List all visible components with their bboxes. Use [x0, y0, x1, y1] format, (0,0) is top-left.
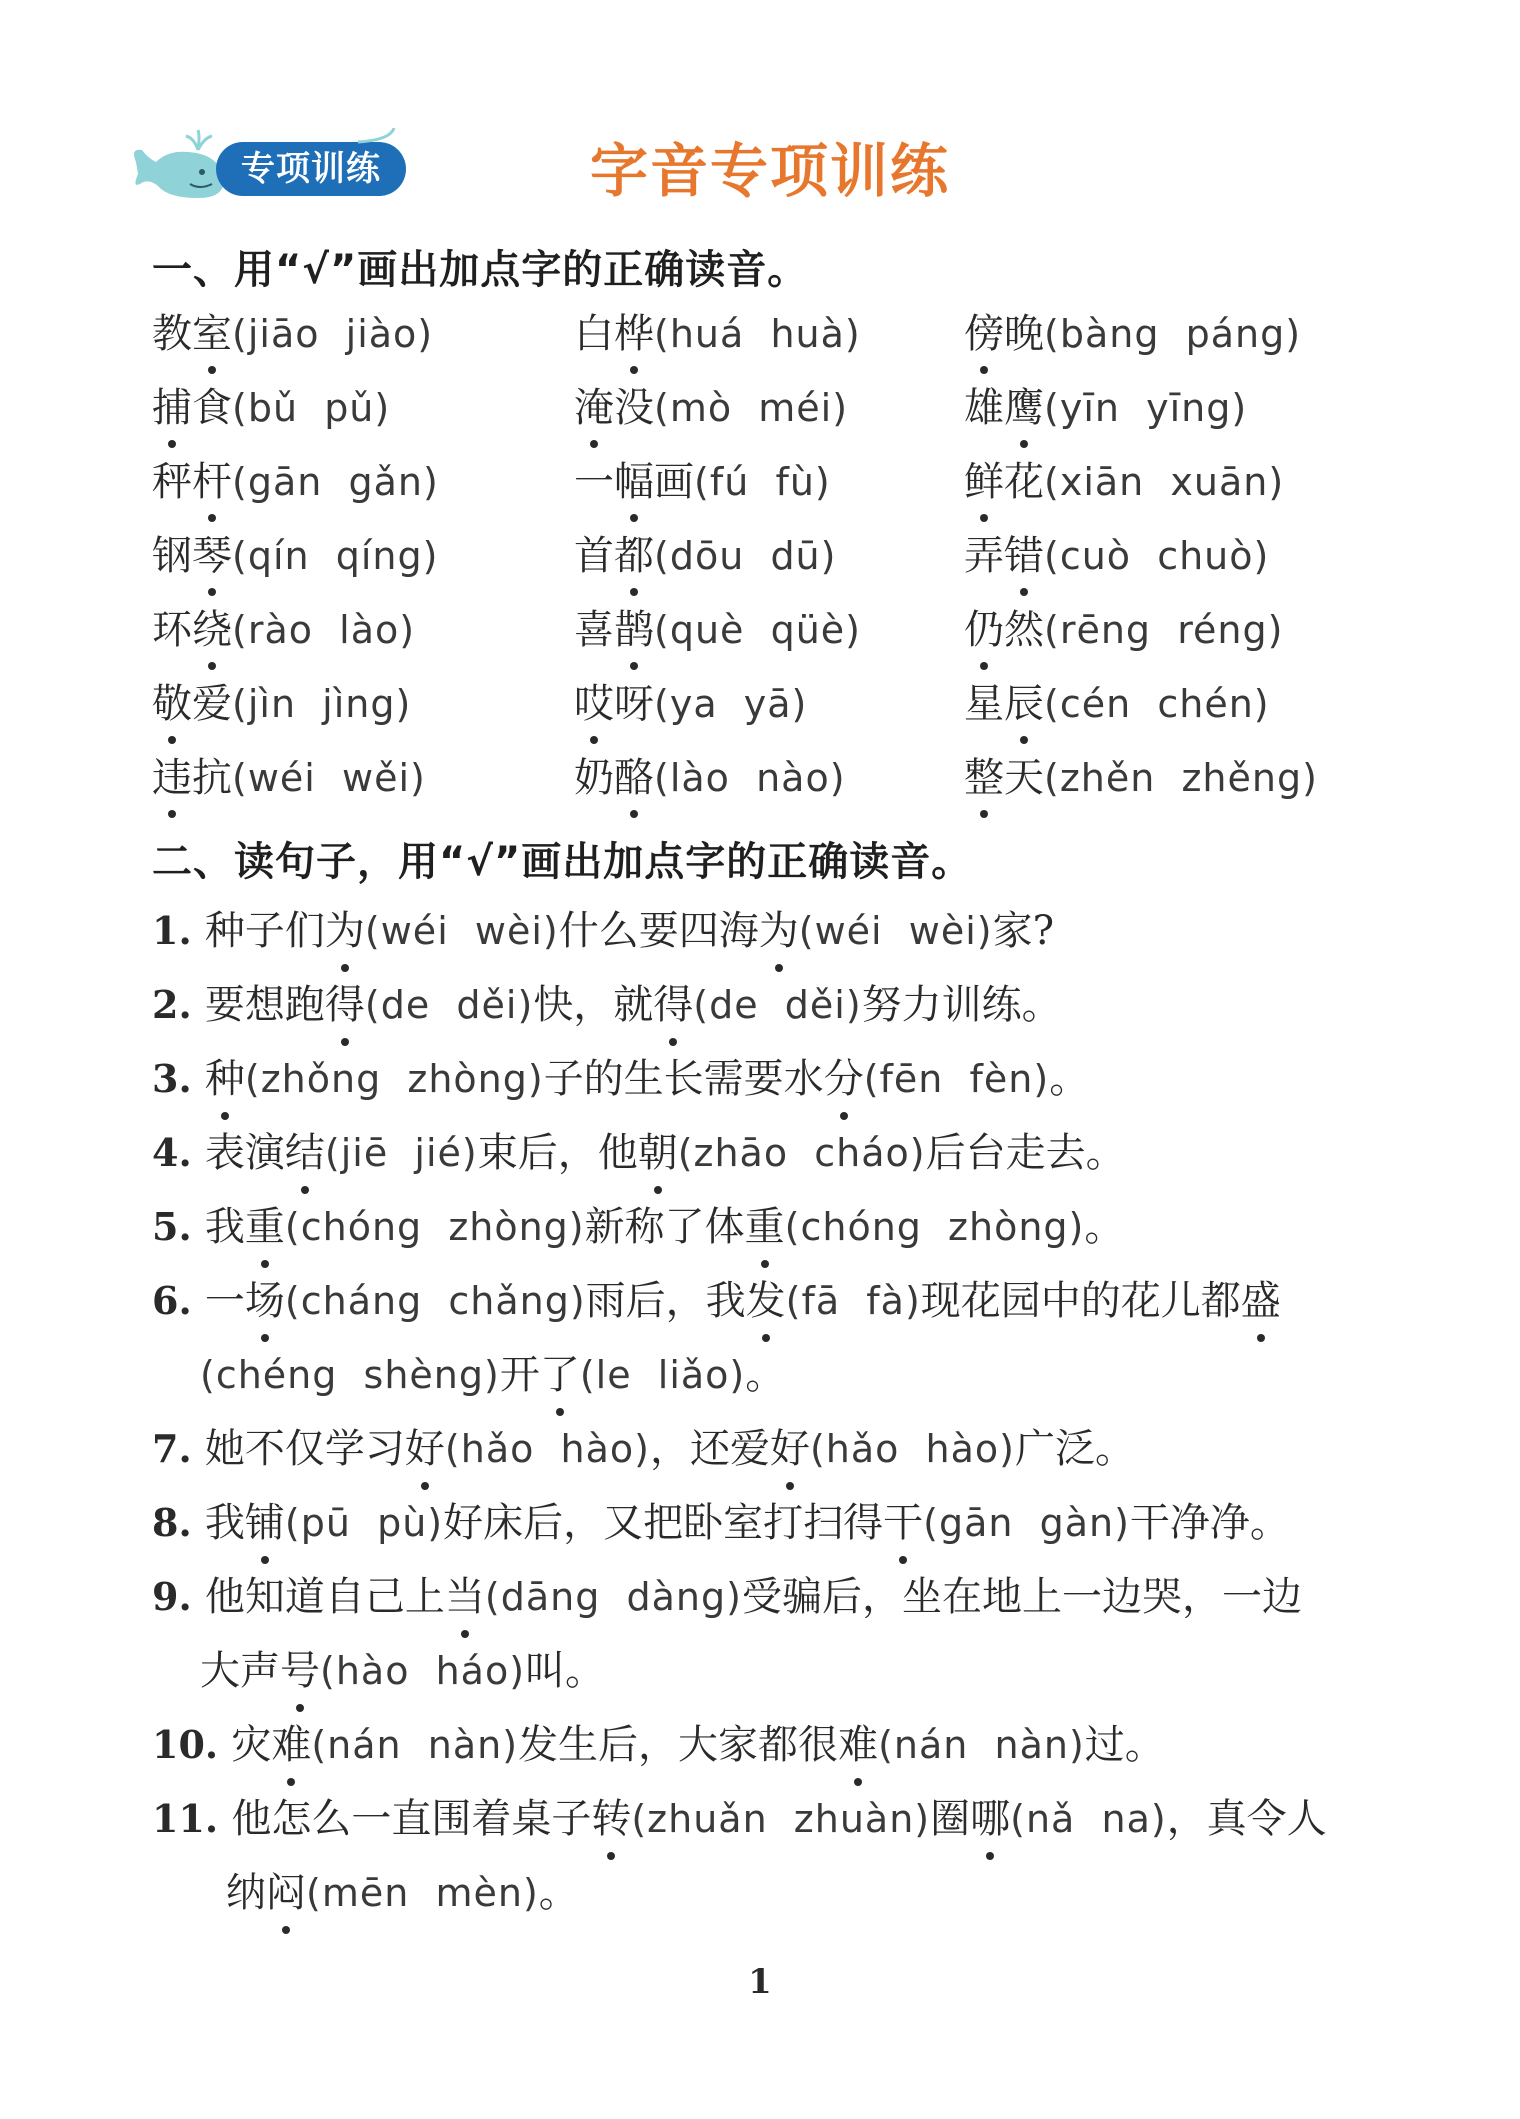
dotted-char	[1004, 380, 1044, 436]
word-char: 爱	[192, 681, 232, 727]
dotted-char	[1004, 676, 1044, 732]
emphasis-dot	[341, 1038, 349, 1046]
badge-label: 专项训练	[241, 149, 381, 189]
dotted-char	[205, 1050, 245, 1108]
dotted-char-text: 重	[244, 1204, 285, 1250]
page-number: 1	[748, 1962, 772, 2002]
emphasis-dot	[980, 662, 988, 670]
dotted-char	[445, 1568, 485, 1626]
sentence-text: 后台走去。	[925, 1130, 1126, 1176]
dotted-char	[1241, 1272, 1281, 1330]
dotted-char-text: 辰	[1004, 681, 1044, 727]
word-item	[964, 750, 1318, 806]
sentence-line	[152, 1568, 1302, 1626]
emphasis-dot	[341, 964, 349, 972]
sentence-text: 圈	[930, 1796, 971, 1842]
dotted-char	[540, 1346, 580, 1404]
item-number: 3.	[152, 1056, 205, 1101]
word-char: 弄	[964, 533, 1004, 579]
pinyin-options[interactable]: (wéi wěi)	[232, 756, 426, 800]
dotted-char-text: 鹊	[614, 607, 654, 653]
dotted-char-text: 错	[1004, 533, 1044, 579]
dotted-char-text: 整	[964, 755, 1004, 801]
sentence-text: 。	[1084, 1204, 1125, 1250]
sentence-text: 子的生长需要水	[543, 1056, 824, 1102]
dotted-char	[964, 306, 1004, 362]
dotted-char	[266, 1864, 306, 1922]
emphasis-dot	[854, 1778, 862, 1786]
sentence-text: 什么要四海	[558, 908, 759, 954]
dotted-char-text: 分	[823, 1056, 864, 1102]
dotted-char	[280, 1642, 320, 1700]
dotted-char-text: 发	[745, 1278, 786, 1324]
sentence-text: 快，就	[533, 982, 654, 1028]
emphasis-dot	[980, 514, 988, 522]
pinyin-options[interactable]: (zhuǎn zhuàn)	[631, 1797, 931, 1841]
dotted-char-text: 傍	[964, 311, 1004, 357]
dotted-char	[271, 1716, 311, 1774]
dotted-char	[192, 454, 232, 510]
pinyin-options[interactable]: (dāng dàng)	[484, 1575, 742, 1619]
word-char: 首	[574, 533, 614, 579]
dotted-char	[638, 1124, 678, 1182]
sentence-text: 要想跑	[204, 982, 325, 1028]
pinyin-options[interactable]: (lào nào)	[654, 756, 846, 800]
dotted-char	[152, 750, 192, 806]
pinyin-options[interactable]: (dōu dū)	[654, 534, 837, 578]
dotted-char	[245, 1494, 285, 1552]
pinyin-options[interactable]: (nán nàn)	[878, 1723, 1085, 1767]
emphasis-dot	[296, 1704, 304, 1712]
dotted-char-text: 捕	[152, 385, 192, 431]
emphasis-dot	[840, 1112, 848, 1120]
pinyin-options[interactable]: (wéi wèi)	[364, 909, 559, 953]
pinyin-options[interactable]: (nǎ na)	[1010, 1797, 1167, 1841]
sentence-text: 。	[538, 1870, 579, 1916]
sentence-continuation	[200, 1346, 785, 1404]
emphasis-dot	[261, 1556, 269, 1564]
dotted-char-text: 鲜	[964, 459, 1004, 505]
dotted-char-text: 室	[192, 311, 232, 357]
pinyin-options[interactable]: (mò méi)	[654, 386, 849, 430]
word-item	[152, 306, 433, 362]
dotted-char-text: 转	[591, 1796, 632, 1842]
dotted-char-text: 琴	[192, 533, 232, 579]
dotted-char-text: 哎	[574, 681, 614, 727]
dotted-char-text: 都	[614, 533, 654, 579]
sentence-text: 家?	[992, 908, 1055, 954]
word-char: 没	[614, 385, 654, 431]
dotted-char-text: 桦	[614, 311, 654, 357]
pinyin-options[interactable]: (fēn fèn)	[863, 1057, 1050, 1101]
item-number: 6.	[152, 1278, 205, 1323]
pinyin-options[interactable]: (mēn mèn)	[306, 1871, 539, 1915]
dotted-char	[192, 306, 232, 362]
emphasis-dot	[786, 1482, 794, 1490]
item-number: 1.	[152, 908, 205, 953]
dotted-char-text: 敬	[152, 681, 192, 727]
word-item	[152, 380, 390, 436]
pinyin-options[interactable]: (rào lào)	[232, 608, 416, 652]
emphasis-dot	[208, 366, 216, 374]
sentence-text: 灾	[231, 1722, 272, 1768]
emphasis-dot	[669, 1038, 677, 1046]
sentence-text: 受骗后，坐在地上一边哭，一边	[741, 1574, 1302, 1620]
pinyin-options[interactable]: (ya yā)	[654, 682, 808, 726]
dotted-char	[405, 1420, 445, 1478]
item-number: 11.	[152, 1796, 232, 1841]
pinyin-options[interactable]: (hǎo hào)	[809, 1427, 1015, 1471]
dotted-char-text: 鹰	[1004, 385, 1044, 431]
dotted-char-text: 幅	[614, 459, 654, 505]
sentence-text: 发生后，大家都很	[518, 1722, 839, 1768]
emphasis-dot	[762, 1334, 770, 1342]
emphasis-dot	[282, 1926, 290, 1934]
word-char: 一	[574, 459, 614, 505]
dotted-char	[614, 528, 654, 584]
emphasis-dot	[761, 1260, 769, 1268]
item-number: 10.	[152, 1722, 232, 1767]
dotted-char-text: 铺	[244, 1500, 285, 1546]
dotted-char	[759, 902, 799, 960]
dotted-char	[192, 528, 232, 584]
dotted-char	[745, 1198, 785, 1256]
item-number: 2.	[152, 982, 205, 1027]
word-item	[574, 380, 848, 436]
dotted-char	[325, 976, 365, 1034]
sentence-text: 纳	[226, 1870, 266, 1916]
emphasis-dot	[630, 366, 638, 374]
sentence-text: 我	[204, 1204, 245, 1250]
sentence-text: 种子们	[204, 908, 325, 954]
dotted-char-text: 为	[758, 908, 799, 954]
sentence-line	[152, 902, 1054, 960]
sentence-line	[152, 1272, 1281, 1330]
word-char: 环	[152, 607, 192, 653]
item-number: 9.	[152, 1574, 205, 1619]
dotted-char	[614, 750, 654, 806]
dotted-char-text: 难	[271, 1722, 312, 1768]
word-char: 奶	[574, 755, 614, 801]
dotted-char-text: 绕	[192, 607, 232, 653]
word-char: 白	[574, 311, 614, 357]
dotted-char-text: 了	[539, 1352, 580, 1398]
dotted-char	[152, 676, 192, 732]
word-item	[964, 306, 1301, 362]
word-item	[152, 602, 415, 658]
sentence-line	[152, 976, 1062, 1034]
dotted-char-text: 难	[838, 1722, 879, 1768]
dotted-char-text: 淹	[574, 385, 614, 431]
pinyin-options[interactable]: (cháng chǎng)	[284, 1279, 586, 1323]
dotted-char	[964, 602, 1004, 658]
word-char: 教	[152, 311, 192, 357]
dotted-char-text: 重	[744, 1204, 785, 1250]
dotted-char	[285, 1124, 325, 1182]
pinyin-options[interactable]: (nán nàn)	[311, 1723, 519, 1767]
dotted-char	[245, 1198, 285, 1256]
emphasis-dot	[590, 736, 598, 744]
word-char: 然	[1004, 607, 1044, 653]
dotted-char	[653, 976, 693, 1034]
pinyin-options[interactable]: (bǔ pǔ)	[232, 386, 391, 430]
word-item	[964, 602, 1283, 658]
emphasis-dot	[630, 810, 638, 818]
word-item	[574, 306, 861, 362]
word-char: 雄	[964, 385, 1004, 431]
word-char: 抗	[192, 755, 232, 801]
sentence-text: 表演	[204, 1130, 285, 1176]
word-item	[152, 454, 439, 510]
pinyin-options[interactable]: (chóng zhòng)	[284, 1205, 585, 1249]
pinyin-options[interactable]: (xiān xuān)	[1044, 460, 1285, 504]
dotted-char-text: 盛	[1240, 1278, 1281, 1324]
word-item	[152, 750, 426, 806]
emphasis-dot	[556, 1408, 564, 1416]
item-number: 4.	[152, 1130, 205, 1175]
sentence-text: 好床后，又把卧室打扫得	[443, 1500, 884, 1546]
pinyin-options[interactable]: (huá huà)	[654, 312, 861, 356]
pinyin-options[interactable]: (pū pù)	[284, 1501, 444, 1545]
emphasis-dot	[1020, 736, 1028, 744]
pinyin-options[interactable]: (de děi)	[693, 983, 862, 1027]
emphasis-dot	[630, 514, 638, 522]
pinyin-options[interactable]: (cén chén)	[1044, 682, 1270, 726]
word-char: 天	[1004, 755, 1044, 801]
pinyin-options[interactable]: (gān gàn)	[923, 1501, 1130, 1545]
emphasis-dot	[590, 440, 598, 448]
sentence-text: 他知道自己上	[204, 1574, 445, 1620]
sentence-text: 努力训练。	[861, 982, 1062, 1028]
pinyin-options[interactable]: (jìn jìng)	[232, 682, 412, 726]
dotted-char-text: 场	[244, 1278, 285, 1324]
emphasis-dot	[654, 1186, 662, 1194]
sentence-text: ，真令人	[1166, 1796, 1327, 1842]
emphasis-dot	[461, 1630, 469, 1638]
sentence-line	[152, 1198, 1124, 1256]
pinyin-options[interactable]: (de děi)	[364, 983, 534, 1027]
pinyin-options[interactable]: (zhěn zhěng)	[1044, 756, 1318, 800]
item-number: 8.	[152, 1500, 205, 1545]
emphasis-dot	[1020, 588, 1028, 596]
pinyin-options[interactable]: (zhāo cháo)	[677, 1131, 926, 1175]
dotted-char	[770, 1420, 810, 1478]
emphasis-dot	[168, 810, 176, 818]
emphasis-dot	[208, 514, 216, 522]
dotted-char-text: 好	[404, 1426, 445, 1472]
dotted-char	[192, 602, 232, 658]
pinyin-options[interactable]: (jiāo jiào)	[232, 312, 434, 356]
dotted-char	[614, 602, 654, 658]
pinyin-options[interactable]: (rēng réng)	[1044, 608, 1284, 652]
pinyin-options[interactable]: (jiē jié)	[324, 1131, 478, 1175]
sentence-text: 一	[204, 1278, 245, 1324]
emphasis-dot	[208, 588, 216, 596]
emphasis-dot	[301, 1186, 309, 1194]
dotted-char	[574, 676, 614, 732]
sentence-text: 开	[499, 1352, 540, 1398]
emphasis-dot	[168, 736, 176, 744]
dotted-char-text: 号	[280, 1648, 320, 1694]
dotted-char-text: 得	[653, 982, 694, 1028]
pinyin-options[interactable]: (chóng zhòng)	[784, 1205, 1085, 1249]
sentence-line	[152, 1790, 1327, 1848]
word-char: 呀	[614, 681, 654, 727]
pinyin-options[interactable]: (cuò chuò)	[1044, 534, 1270, 578]
sentence-text: 现花园中的花儿都	[920, 1278, 1241, 1324]
emphasis-dot	[899, 1556, 907, 1564]
word-item	[152, 676, 411, 732]
word-item	[574, 602, 861, 658]
pinyin-options[interactable]: (zhǒng zhòng)	[244, 1057, 544, 1101]
word-char: 画	[654, 459, 694, 505]
pinyin-options[interactable]: (qín qíng)	[232, 534, 439, 578]
sentence-continuation	[226, 1864, 579, 1922]
emphasis-dot	[287, 1778, 295, 1786]
word-char: 花	[1004, 459, 1044, 505]
page-title: 字音专项训练	[590, 137, 951, 205]
word-item	[964, 380, 1247, 436]
dotted-char	[746, 1272, 786, 1330]
dotted-char-text: 仍	[964, 607, 1004, 653]
pinyin-options[interactable]: (hǎo hào)	[444, 1427, 650, 1471]
dotted-char-text: 朝	[637, 1130, 678, 1176]
word-char: 食	[192, 385, 232, 431]
emphasis-dot	[775, 964, 783, 972]
dotted-char	[325, 902, 365, 960]
dotted-char-text: 酪	[614, 755, 654, 801]
sentence-line	[152, 1050, 1089, 1108]
emphasis-dot	[980, 366, 988, 374]
word-char: 秤	[152, 459, 192, 505]
dotted-char	[838, 1716, 878, 1774]
dotted-char	[152, 380, 192, 436]
emphasis-dot	[261, 1334, 269, 1342]
sentence-text: 干净净。	[1129, 1500, 1290, 1546]
emphasis-dot	[630, 662, 638, 670]
word-item	[574, 528, 836, 584]
item-number: 7.	[152, 1426, 205, 1471]
emphasis-dot	[607, 1852, 615, 1860]
item-number: 5.	[152, 1204, 205, 1249]
sentence-line	[152, 1124, 1126, 1182]
word-char: 钢	[152, 533, 192, 579]
dotted-char-text: 好	[769, 1426, 810, 1472]
word-item	[964, 528, 1269, 584]
pinyin-options[interactable]: (hào háo)	[320, 1649, 526, 1693]
dotted-char	[245, 1272, 285, 1330]
word-char: 晚	[1004, 311, 1044, 357]
dotted-char-text: 种	[204, 1056, 245, 1102]
dotted-char-text: 杆	[192, 459, 232, 505]
dotted-char-text: 为	[324, 908, 365, 954]
dotted-char	[591, 1790, 631, 1848]
pinyin-options[interactable]: (yīn yīng)	[1044, 386, 1248, 430]
sentence-text: 他怎么一直围着桌子	[231, 1796, 592, 1842]
pinyin-options[interactable]: (fú fù)	[694, 460, 831, 504]
dotted-char	[614, 306, 654, 362]
word-item	[574, 454, 831, 510]
sentence-text: 我	[204, 1500, 245, 1546]
word-item	[574, 750, 846, 806]
dotted-char-text: 当	[444, 1574, 485, 1620]
pinyin-options[interactable]: (gān gǎn)	[232, 460, 439, 504]
dotted-char	[964, 750, 1004, 806]
emphasis-dot	[421, 1482, 429, 1490]
dotted-char	[970, 1790, 1010, 1848]
word-item	[574, 676, 807, 732]
sentence-text: 束后，他	[477, 1130, 638, 1176]
pinyin-options[interactable]: (chéng shèng)	[200, 1353, 500, 1397]
dotted-char-text: 干	[883, 1500, 924, 1546]
emphasis-dot	[221, 1112, 229, 1120]
sentence-text: 过。	[1084, 1722, 1165, 1768]
dotted-char	[1004, 528, 1044, 584]
sentence-text: 雨后，我	[585, 1278, 746, 1324]
sentence-text: 新称了体	[584, 1204, 745, 1250]
pinyin-options[interactable]: (le liǎo)	[579, 1353, 746, 1397]
sentence-line	[152, 1716, 1165, 1774]
pinyin-options[interactable]: (wéi wèi)	[798, 909, 993, 953]
pinyin-options[interactable]: (fā fà)	[785, 1279, 921, 1323]
emphasis-dot	[1020, 440, 1028, 448]
word-char: 喜	[574, 607, 614, 653]
dotted-char	[614, 454, 654, 510]
word-item	[964, 676, 1270, 732]
word-item	[964, 454, 1284, 510]
dotted-char	[964, 454, 1004, 510]
sentence-line	[152, 1494, 1290, 1552]
dotted-char-text: 结	[284, 1130, 325, 1176]
section1-heading: 一、用“√”画出加点字的正确读音。	[152, 247, 809, 293]
sentence-line	[152, 1420, 1135, 1478]
dotted-char-text: 闷	[266, 1870, 306, 1916]
sentence-text: ，还爱	[649, 1426, 770, 1472]
emphasis-dot	[1257, 1334, 1265, 1342]
sentence-text: 她不仅学习	[204, 1426, 405, 1472]
emphasis-dot	[986, 1852, 994, 1860]
dotted-char-text: 得	[324, 982, 365, 1028]
emphasis-dot	[208, 662, 216, 670]
pinyin-options[interactable]: (què qüè)	[654, 608, 861, 652]
word-item	[152, 528, 438, 584]
section2-heading: 二、读句子，用“√”画出加点字的正确读音。	[152, 839, 973, 885]
dotted-char-text: 违	[152, 755, 192, 801]
pinyin-options[interactable]: (bàng páng)	[1044, 312, 1302, 356]
sentence-text: 。	[745, 1352, 786, 1398]
section-badge	[128, 128, 408, 208]
sentence-text: 广泛。	[1015, 1426, 1135, 1472]
emphasis-dot	[261, 1260, 269, 1268]
dotted-char-text: 哪	[970, 1796, 1011, 1842]
emphasis-dot	[168, 440, 176, 448]
word-char: 星	[964, 681, 1004, 727]
sentence-continuation	[200, 1642, 605, 1700]
sentence-text: 叫。	[525, 1648, 606, 1694]
dotted-char	[883, 1494, 923, 1552]
emphasis-dot	[630, 588, 638, 596]
sentence-text: 。	[1049, 1056, 1090, 1102]
emphasis-dot	[980, 810, 988, 818]
sentence-text: 大声	[200, 1648, 280, 1694]
dotted-char	[574, 380, 614, 436]
dotted-char	[824, 1050, 864, 1108]
